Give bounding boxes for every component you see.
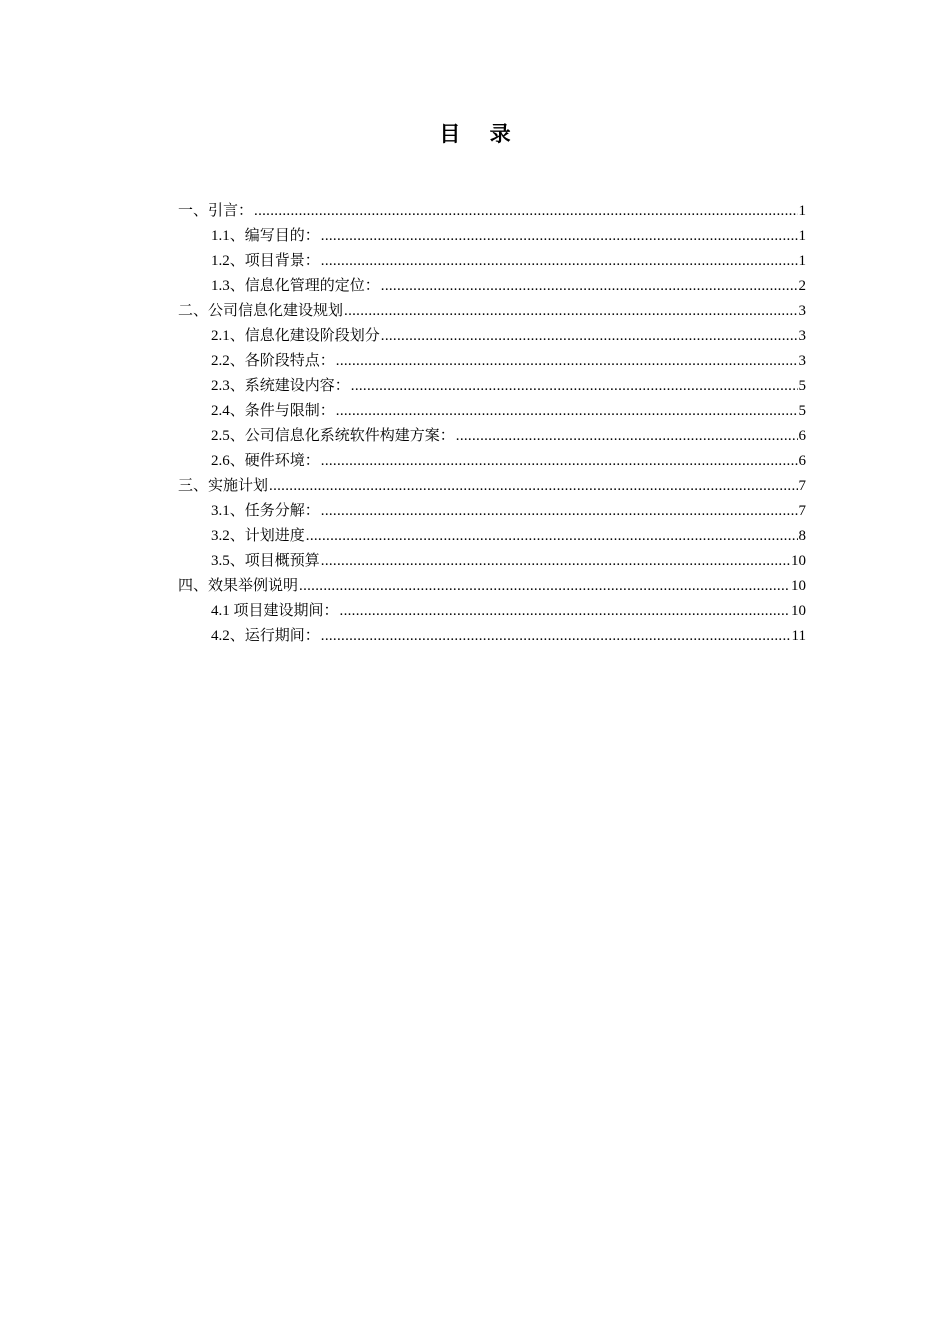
toc-entry-page-number: 8 bbox=[798, 528, 806, 544]
toc-entry[interactable] bbox=[178, 349, 806, 374]
table-of-contents bbox=[178, 199, 806, 649]
toc-dot-leader bbox=[299, 574, 790, 599]
toc-entry[interactable] bbox=[178, 624, 806, 649]
toc-dot-leader bbox=[344, 299, 797, 324]
toc-dot-leader bbox=[321, 499, 798, 524]
toc-entry-page-number: 7 bbox=[798, 478, 806, 494]
toc-dot-leader bbox=[321, 224, 798, 249]
toc-entry-label: 4.2、运行期间： bbox=[211, 628, 320, 644]
toc-entry-page-number: 10 bbox=[791, 553, 806, 569]
toc-entry-page-number: 2 bbox=[798, 278, 806, 294]
toc-entry-page-number: 7 bbox=[798, 503, 806, 519]
toc-dot-leader bbox=[321, 249, 798, 274]
toc-entry-page-number: 6 bbox=[798, 428, 806, 444]
toc-dot-leader bbox=[269, 474, 797, 499]
toc-entry-label: 2.4、条件与限制： bbox=[211, 403, 335, 419]
toc-entry[interactable] bbox=[178, 599, 806, 624]
toc-entry-page-number: 3 bbox=[798, 328, 806, 344]
toc-entry-page-number: 5 bbox=[798, 378, 806, 394]
toc-dot-leader bbox=[351, 374, 798, 399]
toc-entry-page-number: 1 bbox=[798, 228, 806, 244]
toc-dot-leader bbox=[340, 599, 790, 624]
toc-entry[interactable] bbox=[178, 374, 806, 399]
toc-entry-label: 一、引言： bbox=[178, 203, 254, 219]
toc-entry-label: 1.2、项目背景： bbox=[211, 253, 320, 269]
toc-dot-leader bbox=[456, 424, 798, 449]
toc-entry-label: 1.3、信息化管理的定位： bbox=[211, 278, 380, 294]
toc-title: 目 录 bbox=[439, 122, 523, 146]
toc-entry-page-number: 10 bbox=[791, 578, 806, 594]
toc-dot-leader bbox=[321, 624, 791, 649]
toc-entry[interactable] bbox=[178, 199, 806, 224]
toc-dot-leader bbox=[321, 549, 790, 574]
toc-dot-leader bbox=[306, 524, 798, 549]
toc-entry-page-number: 3 bbox=[798, 353, 806, 369]
toc-entry-label: 2.3、系统建设内容： bbox=[211, 378, 350, 394]
toc-entry-label: 四、效果举例说明 bbox=[178, 578, 299, 594]
toc-entry[interactable] bbox=[178, 499, 806, 524]
toc-entry[interactable] bbox=[178, 299, 806, 324]
toc-entry-label: 4.1 项目建设期间： bbox=[211, 603, 339, 619]
toc-entry[interactable] bbox=[178, 549, 806, 574]
toc-entry[interactable] bbox=[178, 274, 806, 299]
toc-dot-leader bbox=[321, 449, 798, 474]
toc-dot-leader bbox=[336, 399, 798, 424]
toc-entry-page-number: 3 bbox=[798, 303, 806, 319]
toc-entry[interactable] bbox=[178, 249, 806, 274]
toc-entry-page-number: 6 bbox=[798, 453, 806, 469]
toc-entry[interactable] bbox=[178, 224, 806, 249]
toc-entry-label: 二、公司信息化建设规划 bbox=[178, 303, 344, 319]
toc-entry-label: 3.2、计划进度 bbox=[211, 528, 305, 544]
toc-dot-leader bbox=[336, 349, 798, 374]
toc-entry[interactable] bbox=[178, 474, 806, 499]
toc-entry[interactable] bbox=[178, 449, 806, 474]
toc-entry-label: 2.2、各阶段特点： bbox=[211, 353, 335, 369]
toc-entry-label: 3.1、任务分解： bbox=[211, 503, 320, 519]
toc-entry-page-number: 11 bbox=[791, 628, 806, 644]
toc-entry-page-number: 10 bbox=[791, 603, 806, 619]
toc-entry[interactable] bbox=[178, 399, 806, 424]
toc-entry[interactable] bbox=[178, 424, 806, 449]
toc-dot-leader bbox=[381, 274, 798, 299]
toc-entry-page-number: 1 bbox=[798, 203, 806, 219]
toc-entry-page-number: 5 bbox=[798, 403, 806, 419]
toc-entry-label: 2.1、信息化建设阶段划分 bbox=[211, 328, 380, 344]
toc-entry-label: 2.5、公司信息化系统软件构建方案： bbox=[211, 428, 455, 444]
toc-entry-label: 3.5、项目概预算 bbox=[211, 553, 320, 569]
toc-entry[interactable] bbox=[178, 574, 806, 599]
toc-entry-label: 2.6、硬件环境： bbox=[211, 453, 320, 469]
toc-entry[interactable] bbox=[178, 524, 806, 549]
toc-entry-label: 三、实施计划 bbox=[178, 478, 269, 494]
toc-entry[interactable] bbox=[178, 324, 806, 349]
toc-entry-label: 1.1、编写目的： bbox=[211, 228, 320, 244]
toc-entry-page-number: 1 bbox=[798, 253, 806, 269]
toc-dot-leader bbox=[254, 199, 797, 224]
toc-dot-leader bbox=[381, 324, 798, 349]
